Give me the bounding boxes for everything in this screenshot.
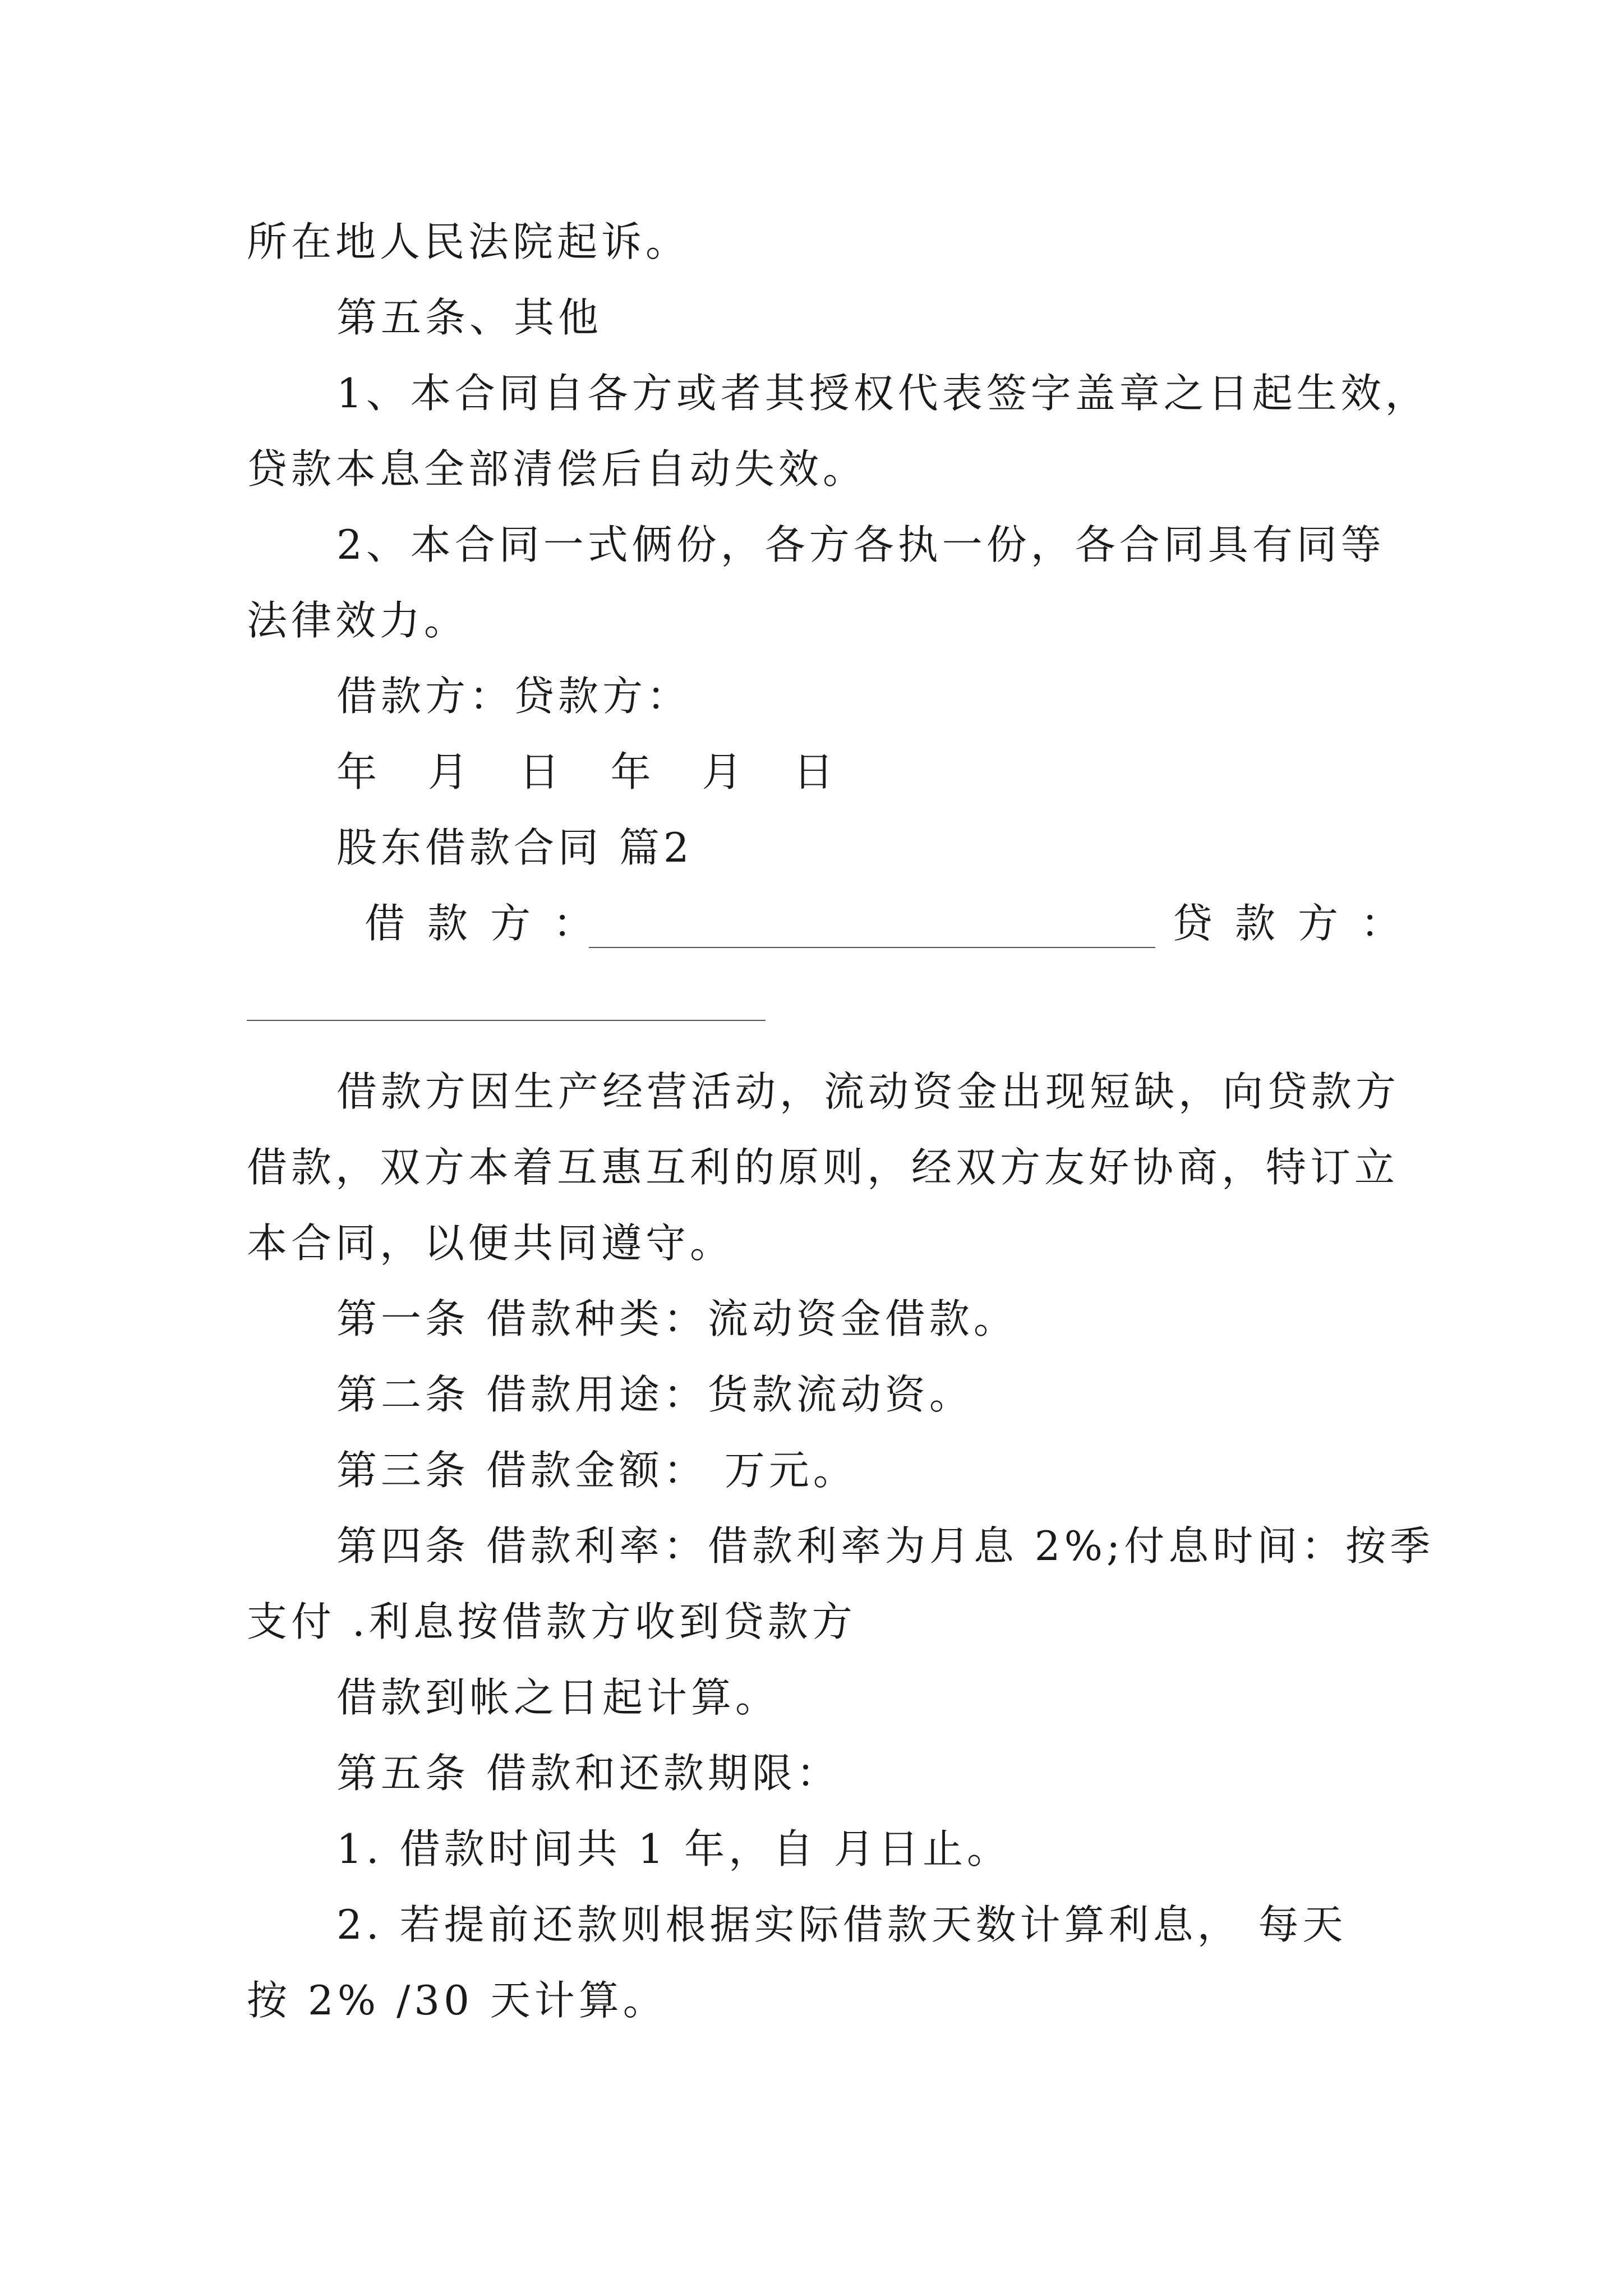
document-title: 股东借款合同 篇2	[336, 824, 693, 871]
lender-blank	[247, 1020, 766, 1021]
clause-4: 第四条 借款利率：借款利率为月息 2%;付息时间：按季	[336, 1522, 1435, 1570]
text-line: 1、本合同自各方或者其授权代表签字盖章之日起生效，	[336, 370, 1430, 417]
text-line: 借款到帐之日起计算。	[336, 1674, 780, 1721]
lender-label: 贷款方：	[1172, 900, 1424, 947]
signature-labels: 借款方：贷款方：	[336, 673, 691, 720]
clause-3: 第三条 借款金额： 万元。	[336, 1447, 857, 1494]
clause-5: 第五条 借款和还款期限：	[336, 1750, 841, 1797]
text-line: 借款，双方本着互惠互利的原则，经双方友好协商，特订立	[247, 1144, 1399, 1191]
section-heading: 第五条、其他	[336, 294, 603, 341]
text-line: 2、本合同一式俩份，各方各执一份，各合同具有同等	[336, 521, 1385, 568]
text-line: 法律效力。	[247, 597, 469, 644]
text-line: 按 2% /30 天计算。	[247, 1977, 667, 2024]
borrower-blank	[589, 947, 1155, 948]
date-line: 年 月 日 年 月 日	[336, 748, 853, 795]
signature-line	[365, 900, 1424, 954]
text-line: 贷款本息全部清偿后自动失效。	[247, 445, 868, 493]
clause-2: 第二条 借款用途：货款流动资。	[336, 1371, 974, 1418]
clause-5-item-1: 1. 借款时间共 1 年，自 月日止。	[336, 1825, 1012, 1872]
text-line: 支付 .利息按借款方收到贷款方	[247, 1598, 856, 1645]
borrower-label: 借款方：	[365, 900, 616, 947]
text-line: 本合同，以便共同遵守。	[247, 1220, 735, 1267]
clause-5-item-2: 2. 若提前还款则根据实际借款天数计算利息， 每天	[336, 1901, 1347, 1948]
text-line: 所在地人民法院起诉。	[247, 218, 690, 265]
text-line: 借款方因生产经营活动，流动资金出现短缺，向贷款方	[336, 1068, 1400, 1115]
clause-1: 第一条 借款种类：流动资金借款。	[336, 1295, 1018, 1342]
